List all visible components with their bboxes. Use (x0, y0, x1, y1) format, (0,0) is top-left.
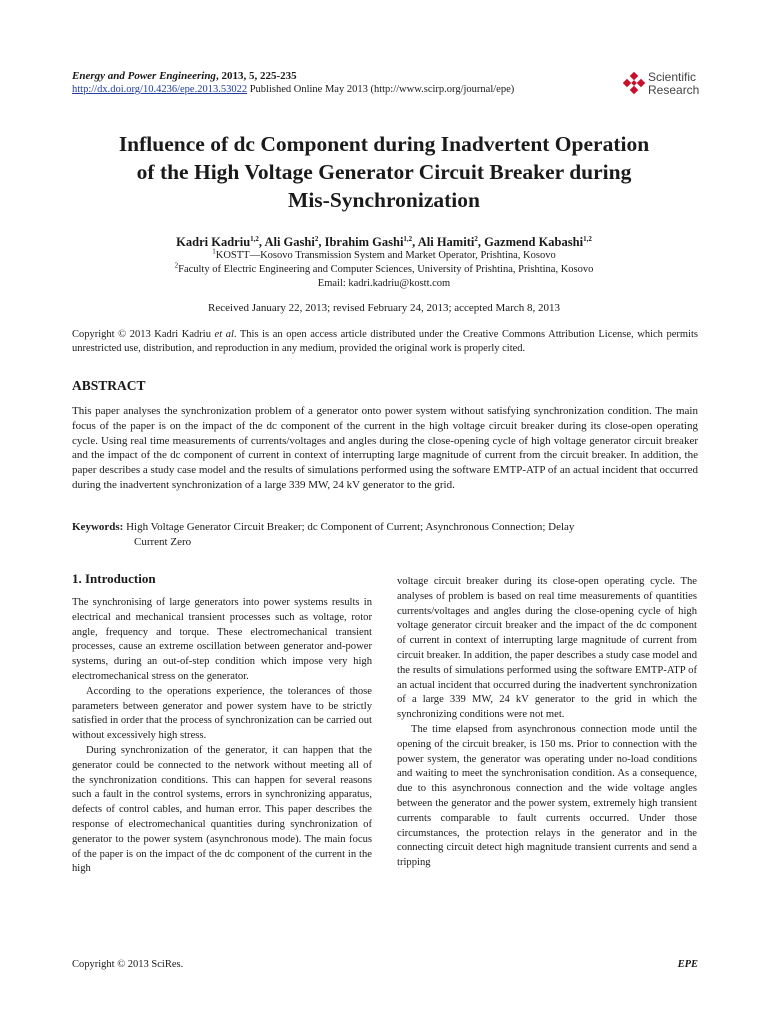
keywords-label: Keywords: (72, 521, 124, 533)
journal-issue: , 2013, 5, 225-235 (215, 70, 297, 82)
publisher-name-1: Scientific (648, 70, 697, 84)
author-separator: , (258, 235, 265, 249)
paper-title (60, 130, 708, 214)
author-name: Ali Hamiti (417, 235, 475, 249)
doi-link[interactable]: http://dx.doi.org/10.4236/epe.2013.53022 (72, 84, 248, 95)
footer-journal: EPE (677, 959, 698, 970)
author-affiliation-marker: 1,2 (250, 234, 259, 243)
published-info: Published Online May 2013 (http://www.scirp.org/journal/epe) (247, 84, 515, 95)
affiliation-marker: 1 (212, 247, 216, 256)
paragraph: The time elapsed from asynchronous connection mode until the opening of the circuit breaker, is 150 ms. Prior to connection with the power system, the generator was operating under no-load conditions and waiting to meet the synchronisation condition. As a consequence, due to this asynchronous connection and the wide voltage angles between the generator and the power system, extremely high transient currents comparable to fault currents occurred. Under those circumstances, the protection relays in the generator and in the connecting circuit detect high magnitude transient currents and send a tripping (397, 723, 697, 869)
affiliation-text: KOSTT—Kosovo Transmission System and Market Operator, Prishtina, Kosovo (215, 250, 556, 261)
author-list (40, 235, 728, 250)
author-email: Email: kadri.kadriu@kostt.com (317, 278, 451, 289)
abstract-text: This paper analyses the synchronization problem of a generator onto power system without satisfying synchronization condition. The main focus of the paper is on the impact of the dc component of the current in the high voltage circuit breaker during its close-open operating cycle. Using real time measurements of currents/voltages and angles during the close-opening cycle of high voltage generator circuit breaker and the impact of the dc component of current in context of interrupting large magnitude of current from the circuit breaker. In addition, the paper describes a study case model and the results of simulations performed using the software EMTP-ATP of an actual incident that occurred during the inadvertent synchronization of a large 339 MW, 24 kV generator to the grid. (72, 405, 698, 491)
section-heading: 1. Introduction (72, 571, 156, 586)
journal-name: Energy and Power Engineering (72, 70, 216, 82)
author-name: Gazmend Kabashi (484, 235, 584, 249)
publisher-logo (622, 70, 712, 100)
author-name: Ibrahim Gashi (324, 235, 404, 249)
author-separator: , (318, 235, 325, 249)
received-dates: Received January 22, 2013; revised February 24, 2013; accepted March 8, 2013 (208, 302, 560, 314)
author-affiliation-marker: 1,2 (583, 234, 592, 243)
author-affiliation-marker: 2 (474, 234, 478, 243)
journal-citation (72, 70, 297, 82)
affiliation-marker: 2 (174, 261, 179, 270)
paragraph: The synchronising of large generators into power systems results in electrical and mechanical transient processes such as voltage, rotor angle, frequency and torque. These electromechanical transient processes, cause an extreme oscillation between generator and-power systems, during an out-of-step condition which impose very high electromechanical stress on the generator. (72, 597, 372, 682)
right-column (397, 575, 697, 871)
title-line: Mis-Synchronization (288, 188, 480, 212)
copyright-notice (72, 328, 698, 356)
affiliation-1 (40, 247, 728, 261)
copyright-text: . This is an open access article distributed under the Creative Commons Attribution License, which permits unrestricted use, distribution, and reproduction in any medium, provided the original work is properly cited. (72, 329, 698, 354)
keywords-text: High Voltage Generator Circuit Breaker; dc Component of Current; Asynchronous Connection; Delay (123, 521, 575, 533)
abstract-heading: ABSTRACT (72, 378, 146, 393)
keywords-text-cont: Current Zero (134, 535, 192, 548)
author-name: Kadri Kadriu (176, 235, 251, 249)
left-column (72, 596, 372, 877)
paragraph: According to the operations experience, the tolerances of those parameters between generator and power system have to be strictly satisfied in order that the process of synchronization can be carried out without excessively high stress. (72, 685, 372, 742)
affiliation-text: Faculty of Electric Engineering and Computer Sciences, University of Prishtina, Prishtina, Kosovo (178, 264, 594, 275)
doi-line (72, 84, 514, 95)
copyright-text: Copyright © 2013 Kadri Kadriu (72, 329, 215, 340)
copyright-etal: et al (214, 329, 234, 340)
author-separator: , (477, 235, 485, 249)
title-line: of the High Voltage Generator Circuit Breaker during (136, 160, 632, 184)
title-line: Influence of dc Component during Inadvertent Operation (118, 132, 650, 156)
author-affiliation-marker: 1,2 (403, 234, 413, 243)
footer-copyright: Copyright © 2013 SciRes. (72, 959, 184, 970)
author-separator: , (412, 235, 418, 249)
scientific-research-logo-icon (622, 72, 646, 96)
author-name: Ali Gashi (264, 235, 315, 249)
affiliation-2 (40, 261, 728, 275)
author-affiliation-marker: 2 (314, 234, 319, 243)
keywords (72, 520, 698, 550)
publisher-name-2: Research (648, 83, 700, 97)
paragraph: During synchronization of the generator, it can happen that the generator could be connected to the network without meeting all of the synchronization conditions. This can happen for several reasons such a fault in the control systems, errors in synchronizing apparatus, defects of control cables, and human error. This paper describes the response of electromechanical quantities during synchronization of generator to the power system (asynchronous mode). The main focus of the paper is on the impact of the dc component of the current in the high (72, 744, 372, 875)
paragraph: voltage circuit breaker during its close-open operating cycle. The analyses of problem is based on real time measurements of quantities currents/voltages and angles during the close-opening cycle of high voltage generator circuit breaker and the impact of the dc component of current in context of interrupting large magnitude of current from circuit breaker. In addition, the paper describes a study case model and the results of simulations performed using the software EMTP-ATP of an actual incident that occurred during the inadvertent synchronization of a large 339 MW, 24 kV generator to the grid in which the synchronizing conditions were not met. (397, 576, 697, 721)
